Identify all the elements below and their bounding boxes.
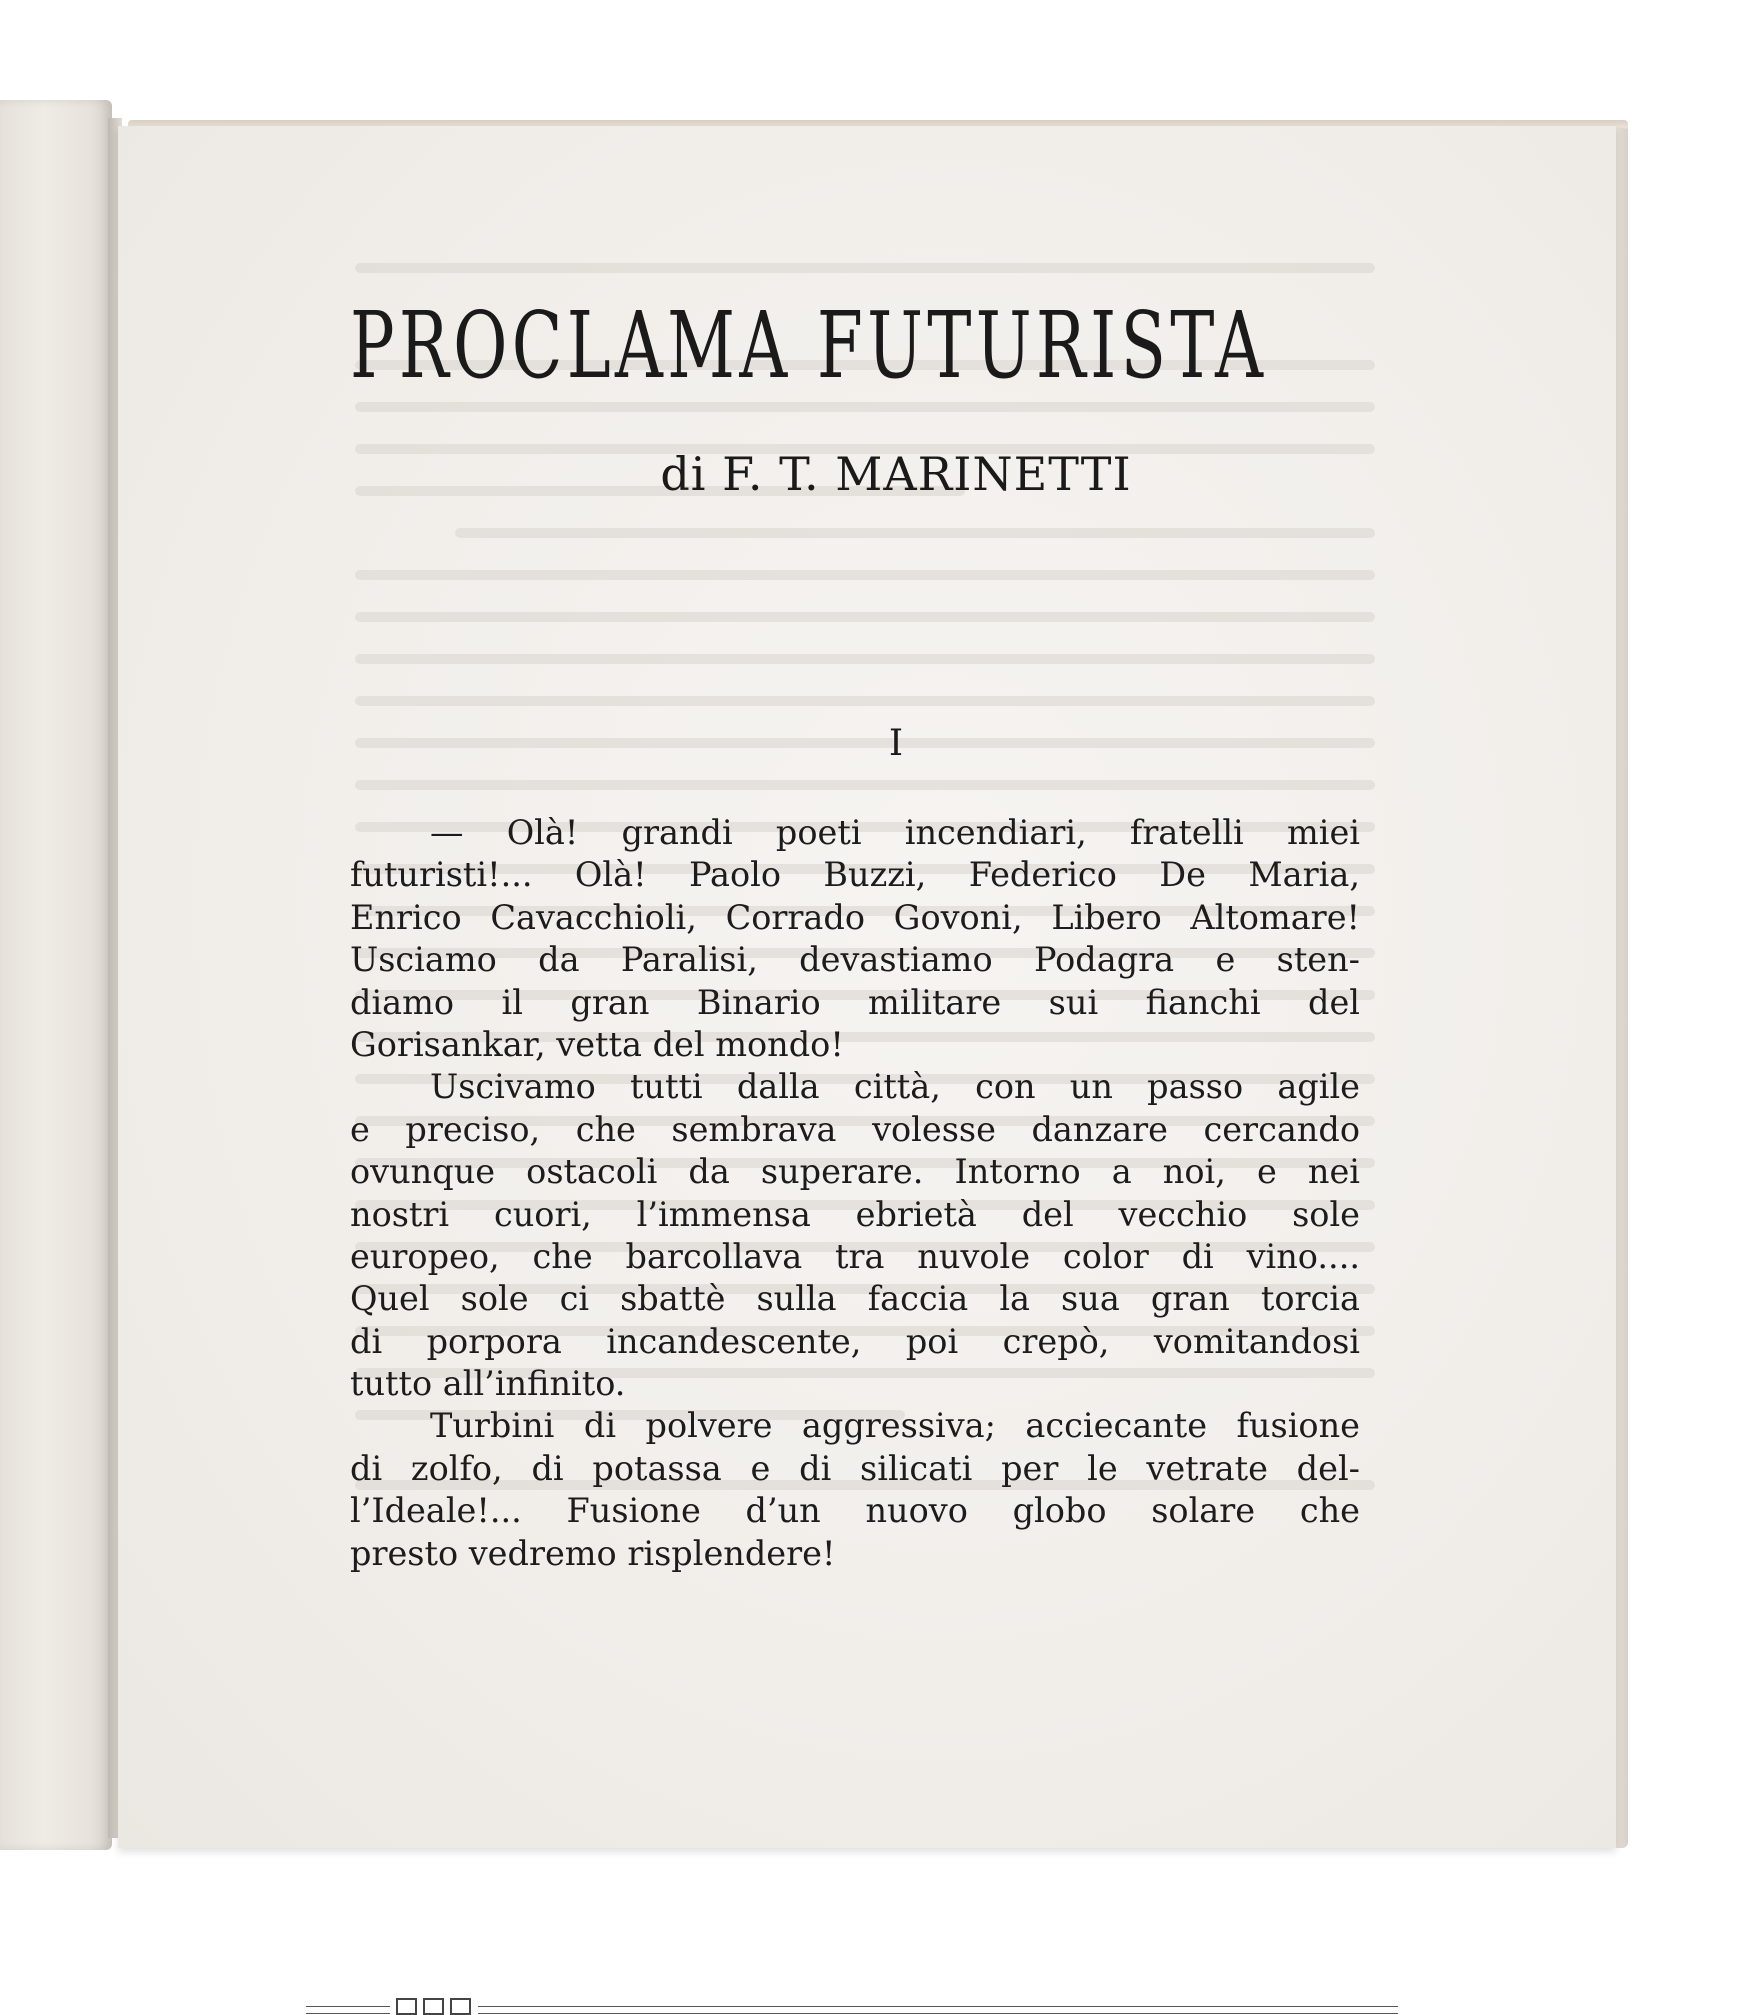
text-line: presto vedremo risplendere! <box>350 1533 836 1573</box>
section-number: I <box>888 723 904 764</box>
text-line: ovunque ostacoli da superare. Intorno a noi, e nei <box>350 1152 1360 1192</box>
text-line: di zolfo, di potassa e di silicati per le vetrate del- <box>350 1448 1360 1488</box>
title-block <box>350 292 1360 400</box>
text-line: — Olà! grandi poeti incendiari, fratelli miei <box>430 813 1360 852</box>
text-line: europeo, che barcollava tra nuvole color di vino.... <box>350 1236 1360 1276</box>
text-line: nostri cuori, l’immensa ebrietà del vecchio sole <box>350 1194 1360 1234</box>
author-line: di F. T. MARINETTI <box>660 447 1132 501</box>
text-line: Gorisankar, vetta del mondo! <box>350 1024 844 1064</box>
text-line: tutto all’infinito. <box>350 1364 626 1404</box>
text-line: Quel sole ci sbattè sulla faccia la sua gran torcia <box>350 1279 1360 1319</box>
text-line: Enrico Cavacchioli, Corrado Govoni, Libero Altomare! <box>350 897 1360 937</box>
page-title: PROCLAMA FUTURISTA <box>350 292 1268 399</box>
text-line: e preciso, che sembrava volesse danzare cercando <box>350 1109 1360 1149</box>
ornament-rule-left <box>306 2006 390 2014</box>
text-line: futuristi!... Olà! Paolo Buzzi, Federico De Maria, <box>350 855 1360 895</box>
text-line: di porpora incandescente, poi crepò, vomitandosi <box>350 1321 1360 1361</box>
left-page <box>0 100 112 1850</box>
ornament-box-icon <box>450 1998 471 2015</box>
ornament-box-icon <box>423 1998 444 2015</box>
ornament-boxes <box>396 1998 471 2015</box>
body-text <box>350 812 1360 1575</box>
ornament-box-icon <box>396 1998 417 2015</box>
text-line: Usciamo da Paralisi, devastiamo Podagra e sten- <box>350 940 1360 980</box>
text-line: Turbini di polvere aggressiva; acciecante fusione <box>430 1406 1360 1446</box>
text-line: diamo il gran Binario militare sui fianchi del <box>350 982 1360 1022</box>
text-line: l’Ideale!... Fusione d’un nuovo globo solare che <box>350 1491 1360 1531</box>
ornament-rule-right <box>478 2006 1398 2014</box>
text-line: Uscivamo tutti dalla città, con un passo agile <box>430 1067 1360 1107</box>
